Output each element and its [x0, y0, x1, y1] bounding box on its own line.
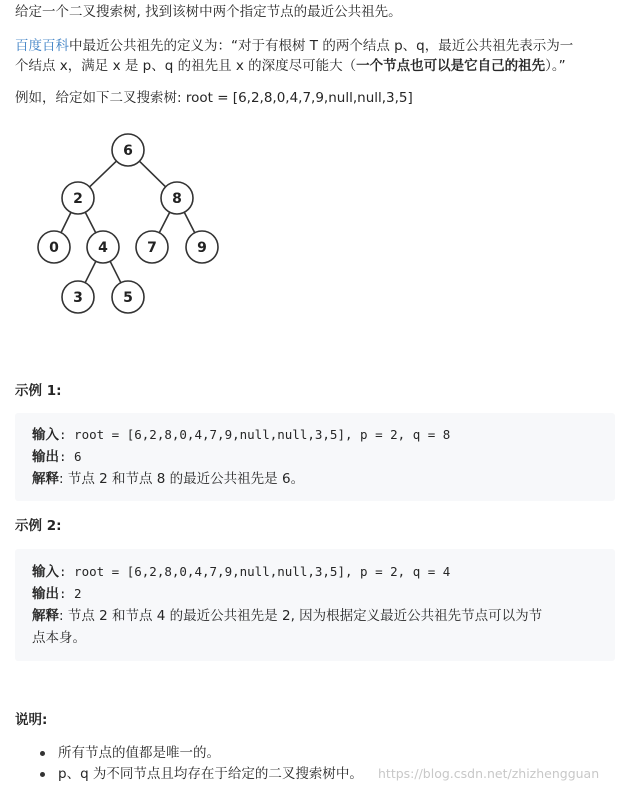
bullet-icon — [40, 772, 45, 777]
bullet-icon — [40, 751, 45, 756]
example2-explain-row — [32, 606, 542, 626]
example2-heading: 示例 2: — [15, 518, 62, 534]
example2-output-label: 输出 — [32, 586, 59, 602]
example2-explain-row-2: 点本身。 — [32, 630, 86, 646]
watermark: https://blog.csdn.net/zhizhengguan — [378, 766, 600, 781]
notes-item-2: p、q 为不同节点且均存在于给定的二叉搜索树中。 — [58, 766, 363, 782]
tree-node-label: 2 — [73, 191, 83, 207]
definition-end: ）。” — [545, 58, 566, 74]
definition-text-a: 中最近公共祖先的定义为：“对于有根树 T 的两个结点 p、q，最近公共祖先表示为一 — [69, 38, 574, 54]
tree-node-label: 7 — [147, 240, 157, 256]
tree-edge — [85, 261, 96, 282]
example2-explain-value: : 节点 2 和节点 4 的最近公共祖先是 2, 因为根据定义最近公共祖先节点可以为节 — [59, 608, 543, 624]
definition-line-2 — [15, 56, 566, 76]
notes-heading: 说明: — [15, 712, 48, 728]
tree-edge — [110, 261, 121, 282]
example2-input-value: : root = [6,2,8,0,4,7,9,null,null,3,5], p = 2, q = 4 — [59, 564, 451, 579]
tree-node-label: 0 — [49, 240, 59, 256]
example2-code-block — [15, 549, 615, 661]
example2-output-row — [32, 584, 82, 604]
tree-node-label: 6 — [123, 143, 133, 159]
tree-edge — [139, 161, 165, 187]
tree-edge — [90, 161, 117, 187]
tree-edge — [159, 212, 169, 232]
tree-node-label: 9 — [197, 240, 207, 256]
tree-node-label: 4 — [98, 240, 108, 256]
example1-output-row — [32, 447, 82, 467]
definition-text-b: 个结点 x，满足 x 是 p、q 的祖先且 x 的深度尽可能大（ — [15, 58, 357, 74]
notes-item-1: 所有节点的值都是唯一的。 — [58, 745, 220, 761]
example2-input-label: 输入 — [32, 564, 59, 580]
definition-bold: 一个节点也可以是它自己的祖先 — [356, 58, 546, 74]
tree-node-label: 3 — [73, 290, 83, 306]
example1-explain-value: : 节点 2 和节点 8 的最近公共祖先是 6。 — [59, 471, 305, 487]
tree-edge — [184, 212, 194, 232]
tree-node-label: 8 — [172, 191, 182, 207]
example-intro: 例如，给定如下二叉搜索树: root = [6,2,8,0,4,7,9,null,null,3,5] — [15, 90, 413, 106]
problem-statement: 给定一个二叉搜索树, 找到该树中两个指定节点的最近公共祖先。 — [15, 4, 402, 20]
example1-output-value: : 6 — [59, 449, 82, 464]
definition-line-1 — [15, 36, 573, 56]
example1-heading: 示例 1: — [15, 383, 62, 399]
example1-input-value: : root = [6,2,8,0,4,7,9,null,null,3,5], p = 2, q = 8 — [59, 427, 451, 442]
example1-output-label: 输出 — [32, 449, 59, 465]
tree-edge — [61, 212, 71, 232]
example1-input-label: 输入 — [32, 427, 59, 443]
example2-explain-label: 解释 — [32, 608, 59, 624]
example1-code-block — [15, 413, 615, 501]
baidu-baike-link[interactable]: 百度百科 — [15, 38, 69, 54]
example1-explain-row — [32, 469, 304, 489]
bst-diagram — [0, 120, 260, 330]
tree-edge — [85, 212, 95, 232]
example1-explain-label: 解释 — [32, 471, 59, 487]
tree-node-label: 5 — [123, 290, 133, 306]
example2-output-value: : 2 — [59, 586, 82, 601]
example1-input-row — [32, 425, 450, 445]
example2-input-row — [32, 562, 450, 582]
